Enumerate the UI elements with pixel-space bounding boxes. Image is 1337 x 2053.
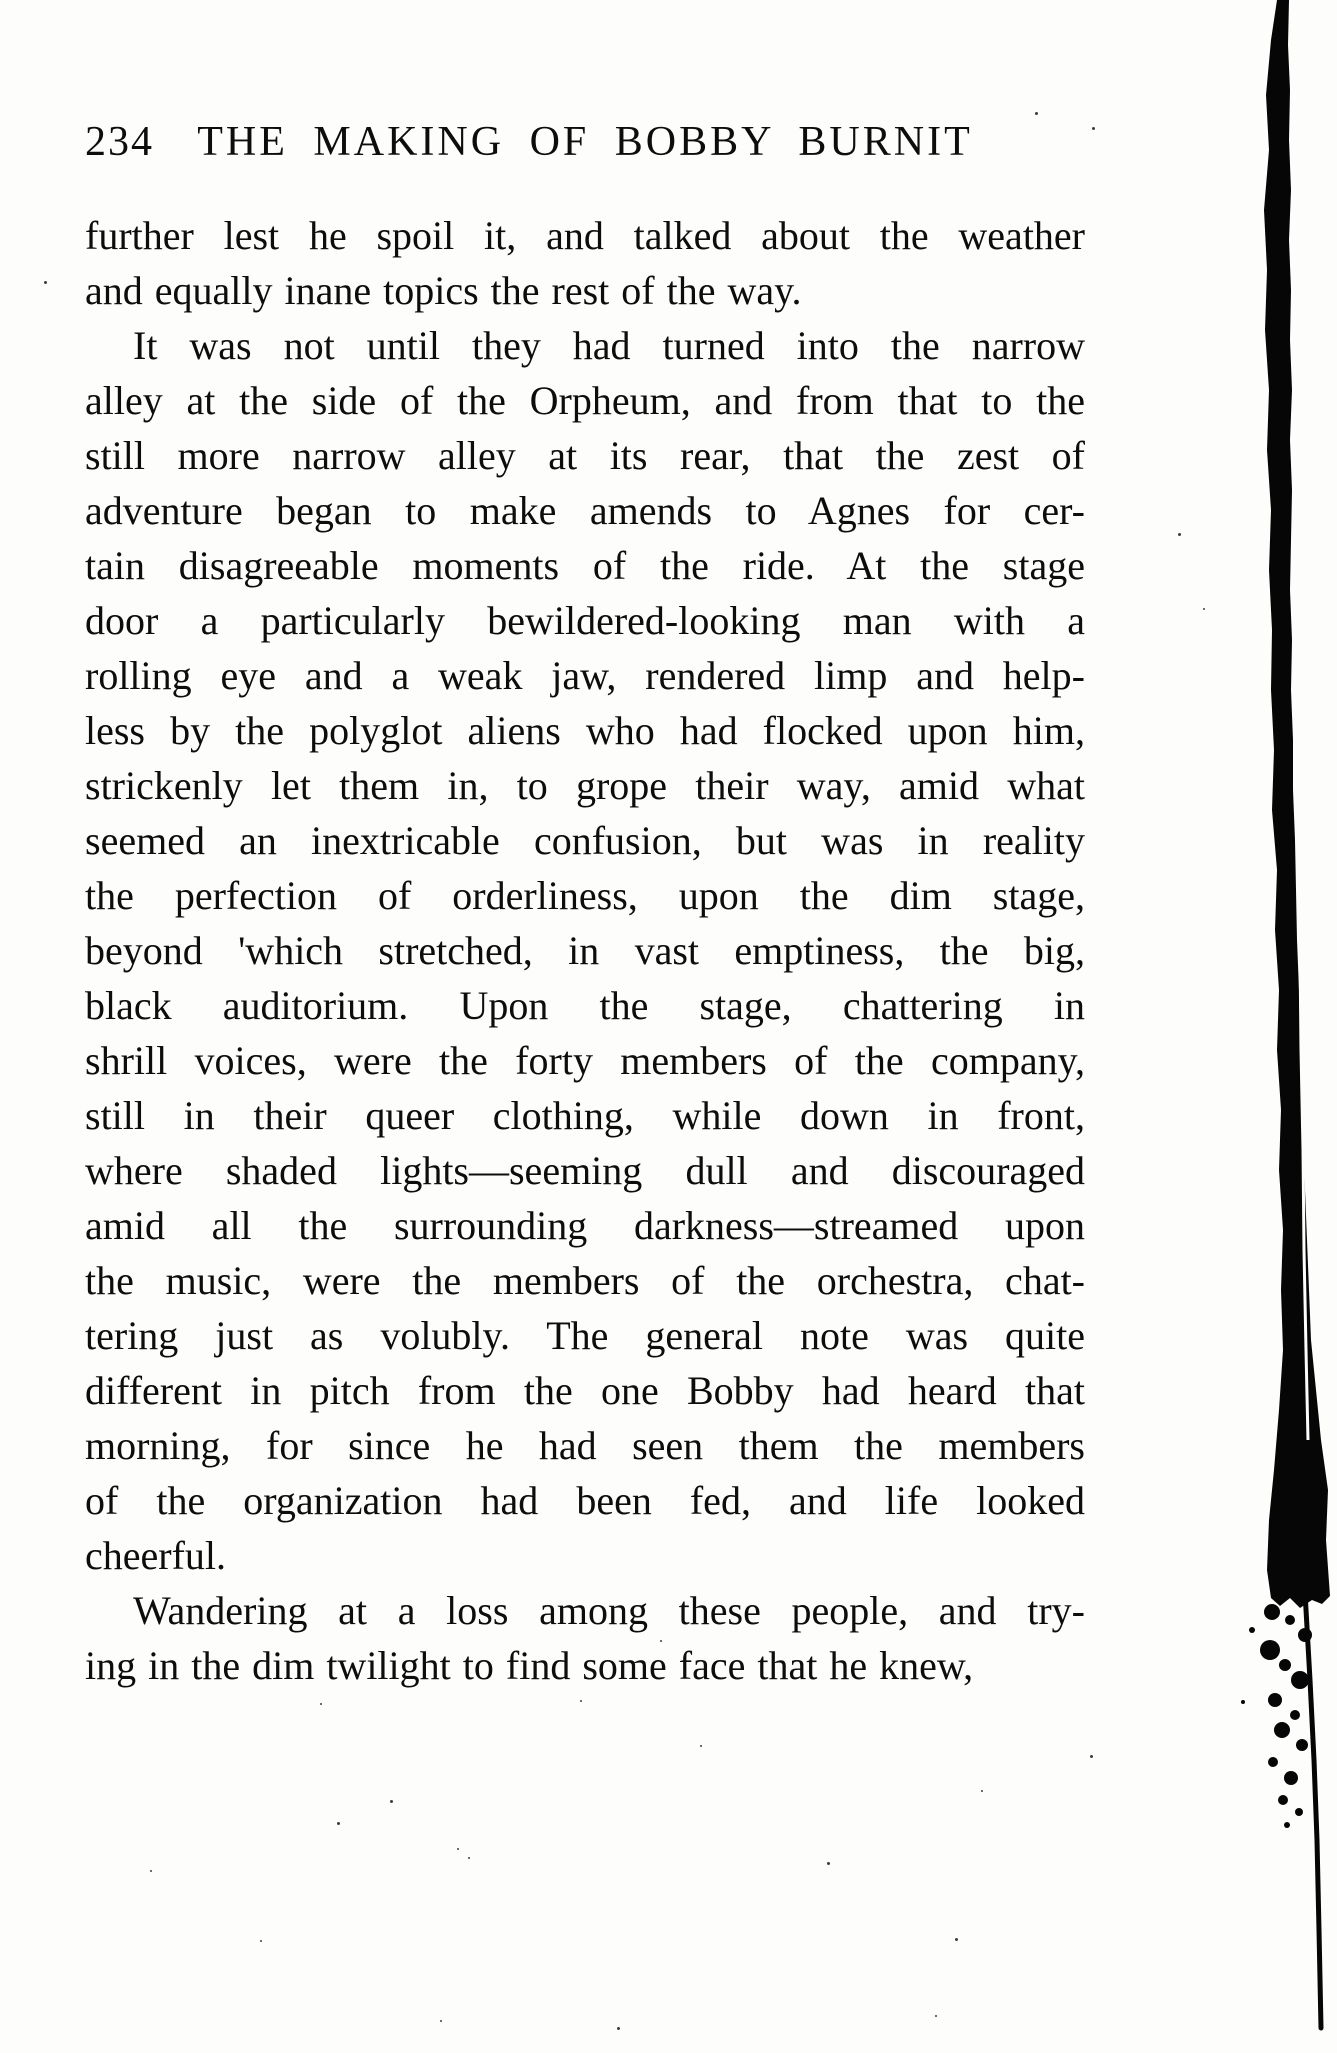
scan-speck (1092, 127, 1095, 130)
paragraph (85, 318, 1085, 1583)
text-line: morning, for since he had seen them the members (85, 1423, 1085, 1468)
scan-speck (955, 1938, 958, 1941)
paragraph (85, 1583, 1085, 1693)
text-line: less by the polyglot aliens who had flocked upon him, (85, 708, 1085, 753)
scan-speck (44, 281, 47, 284)
text-line: still in their queer clothing, while down in front, (85, 1093, 1085, 1138)
scan-speck (337, 1822, 340, 1825)
text-line: different in pitch from the one Bobby had heard that (85, 1368, 1085, 1413)
scan-speck (390, 1800, 393, 1803)
text-line: the music, were the members of the orchestra, chat- (85, 1258, 1085, 1303)
text-line: Wandering at a loss among these people, and try- (133, 1588, 1085, 1633)
running-head (85, 116, 1085, 172)
scan-speck (468, 1857, 470, 1859)
page-number: 234 (85, 119, 154, 165)
scan-speck (827, 1862, 830, 1865)
text-line: tering just as volubly. The general note was quite (85, 1313, 1085, 1358)
text-line: where shaded lights—seeming dull and discouraged (85, 1148, 1085, 1193)
text-line: door a particularly bewildered-looking man with a (85, 598, 1085, 643)
text-line: still more narrow alley at its rear, that the zest of (85, 433, 1085, 478)
text-line: ing in the dim twilight to find some face that he knew, (85, 1643, 974, 1688)
text-line: of the organization had been fed, and life looked (85, 1478, 1085, 1523)
scan-speck (935, 2015, 937, 2017)
scan-speck (457, 1848, 459, 1850)
text-line: shrill voices, were the forty members of the company, (85, 1038, 1085, 1083)
text-line: the perfection of orderliness, upon the dim stage, (85, 873, 1085, 918)
text-line: amid all the surrounding darkness—streamed upon (85, 1203, 1085, 1248)
running-title: THE MAKING OF BOBBY BURNIT (197, 119, 973, 165)
scan-speck (320, 1703, 322, 1705)
text-line: rolling eye and a weak jaw, rendered limp and help- (85, 653, 1085, 698)
text-line: and equally inane topics the rest of the way. (85, 268, 802, 313)
text-line: tain disagreeable moments of the ride. At the stage (85, 543, 1085, 588)
text-line: beyond 'which stretched, in vast emptiness, the big, (85, 928, 1085, 973)
scan-speck (150, 1870, 152, 1872)
text-line: cheerful. (85, 1533, 227, 1578)
scan-speck (617, 2027, 620, 2030)
text-block (85, 208, 1085, 1693)
scan-speck (1090, 1755, 1093, 1758)
scan-speck (981, 1790, 983, 1792)
scan-speck (700, 1745, 702, 1747)
text-line: adventure began to make amends to Agnes for cer- (85, 488, 1085, 533)
text-line: further lest he spoil it, and talked about the weather (85, 213, 1085, 258)
text-line: alley at the side of the Orpheum, and from that to the (85, 378, 1085, 423)
text-line: seemed an inextricable confusion, but was in reality (85, 818, 1085, 863)
scan-speck (440, 2020, 442, 2022)
scan-speck (1178, 533, 1181, 536)
text-line: strickenly let them in, to grope their way, amid what (85, 763, 1085, 808)
scan-speck (580, 1700, 582, 1702)
text-line: black auditorium. Upon the stage, chattering in (85, 983, 1085, 1028)
scan-speck (1035, 112, 1038, 115)
text-line: It was not until they had turned into the narrow (133, 323, 1085, 368)
scan-speck (1203, 608, 1205, 610)
paragraph (85, 208, 1085, 318)
scan-speck (260, 1940, 262, 1942)
